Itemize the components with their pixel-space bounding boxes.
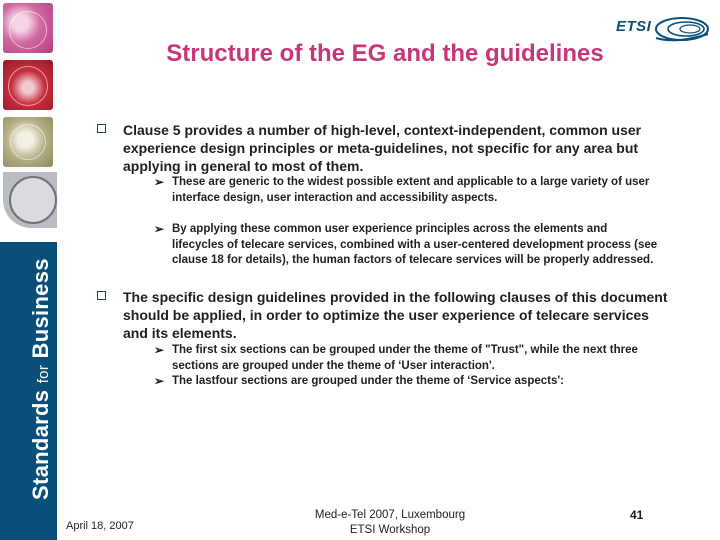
footer-event [290,508,490,537]
sub-bullet-1-2: ➢ By applying these common user experience principles across the elements and lifecycles of telecare services, combined with a user-centered development process (see clause 18 for details), the human factors of telecare services will be properly addressed. [154,222,658,266]
square-bullet-icon [97,291,106,300]
standards-for-business-brand: Standards for Business [28,258,53,500]
page-number: 41 [630,508,644,522]
decorative-grey-shape [3,172,57,228]
footer-event-line2: ETSI Workshop [349,523,431,536]
footer-date: April 18, 2007 [66,520,134,532]
sub-bullet-1-1: ➢ These are generic to the widest possible extent and applicable to a large variety of user interface design, user interaction and accessibility aspects. [154,175,650,204]
decorative-image-beige [3,117,53,167]
arrow-bullet-icon: ➢ [154,374,165,388]
etsi-logo: ETSI [616,12,712,46]
square-bullet-icon [97,124,106,133]
arrow-bullet-icon: ➢ [154,343,165,357]
main-bullet-2: The specific design guidelines provided in the following clauses of this document should be applied, in order to optimize the user experience of telecare services and its elements. [117,288,677,342]
arrow-bullet-icon: ➢ [154,222,165,236]
arrow-bullet-icon: ➢ [154,175,165,189]
sub-bullet-2-1: ➢ The first six sections can be grouped under the theme of "Trust", while the next three sections are grouped under the theme of ‘User interaction'. [154,343,638,372]
slide-title: Structure of the EG and the guidelines [166,40,604,67]
left-sidebar [0,0,57,540]
decorative-image-red [3,60,53,110]
sub-bullet-2-2: ➢ The lastfour sections are grouped under the theme of ‘Service aspects': [154,374,564,388]
footer-event-line1: Med-e-Tel 2007, Luxembourg [314,509,466,521]
decorative-image-pink [3,3,53,53]
main-bullet-1: Clause 5 provides a number of high-level, context-independent, common user experience design principles or meta-guidelines, not specific for any area but applying in general to most of them. [117,121,677,175]
